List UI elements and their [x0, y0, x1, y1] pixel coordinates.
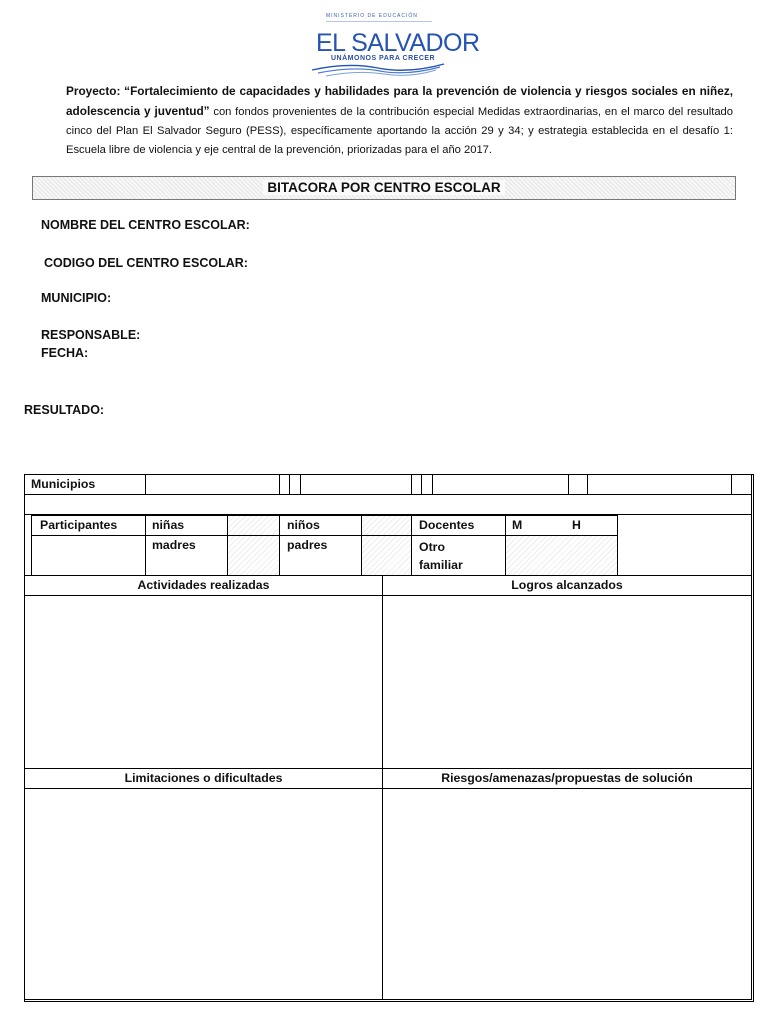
municipios-label: Municipios: [31, 477, 96, 491]
docentes-h-label: H: [572, 518, 581, 532]
ninas-input[interactable]: [227, 515, 280, 536]
otro-familiar-label: Otro familiar: [419, 540, 463, 572]
madres-input[interactable]: [227, 535, 280, 576]
logo-tagline: UNÁMONOS PARA CRECER: [331, 55, 436, 62]
form-title: BITACORA POR CENTRO ESCOLAR: [263, 180, 504, 195]
logo-wave-icon: [308, 58, 448, 80]
field-resultado: RESULTADO:: [24, 403, 105, 417]
ninas-label: niñas: [152, 518, 185, 532]
participantes-blank: [31, 535, 146, 576]
spacer-row: [24, 494, 752, 515]
field-fecha: FECHA:: [41, 346, 89, 360]
field-responsable: RESPONSABLE:: [41, 328, 141, 342]
logros-textarea[interactable]: [382, 595, 752, 769]
municipio-input-3[interactable]: [432, 474, 569, 495]
padres-input[interactable]: [361, 535, 412, 576]
ninos-input[interactable]: [361, 515, 412, 536]
actividades-label: Actividades realizadas: [137, 578, 270, 592]
actividades-textarea[interactable]: [24, 595, 383, 769]
intro-body: con fondos provenientes de la contribución especial Medidas extraordinarias, en el marco del resultado cinco del Plan El Salvador Seguro (PESS), específicamente aportando la acción 29 y 34; y estrategia establecida en el desafío 1: Escuela libre de violencia y eje central de la prevención, priorizadas para el año 2017.: [66, 106, 734, 156]
municipio-input-2[interactable]: [300, 474, 412, 495]
limitaciones-textarea[interactable]: [24, 788, 383, 1000]
field-municipio: MUNICIPIO:: [41, 291, 112, 305]
municipio-input-1[interactable]: [145, 474, 280, 495]
docentes-label: Docentes: [419, 518, 475, 532]
municipio-check-6[interactable]: [731, 474, 752, 495]
madres-label: madres: [152, 538, 196, 552]
participantes-label: Participantes: [40, 518, 118, 532]
logros-label: Logros alcanzados: [511, 578, 623, 592]
riesgos-textarea[interactable]: [382, 788, 752, 1000]
form-title-bar: [32, 176, 736, 200]
municipio-check-5[interactable]: [568, 474, 588, 495]
padres-label: padres: [287, 538, 328, 552]
docentes-m-label: M: [512, 518, 523, 532]
field-nombre: NOMBRE DEL CENTRO ESCOLAR:: [41, 218, 250, 232]
riesgos-label: Riesgos/amenazas/propuestas de solución: [441, 771, 693, 785]
project-intro: [66, 82, 733, 160]
otro-familiar-input[interactable]: [505, 535, 618, 576]
intro-label: Proyecto:: [66, 84, 121, 98]
logo-wordmark: EL SALVADOR: [316, 29, 480, 57]
municipio-input-4[interactable]: [587, 474, 732, 495]
project-title: “Fortalecimiento de capacidades y habilidades para la prevención de violencia y riesgos sociales en niñez, adolescencia y juventud”: [66, 84, 733, 118]
ministry-label: MINISTERIO DE EDUCACIÓN: [326, 13, 418, 19]
ninos-label: niños: [287, 518, 320, 532]
logo-divider: [326, 21, 432, 22]
field-codigo: CODIGO DEL CENTRO ESCOLAR:: [44, 256, 248, 270]
limitaciones-label: Limitaciones o dificultades: [124, 771, 283, 785]
